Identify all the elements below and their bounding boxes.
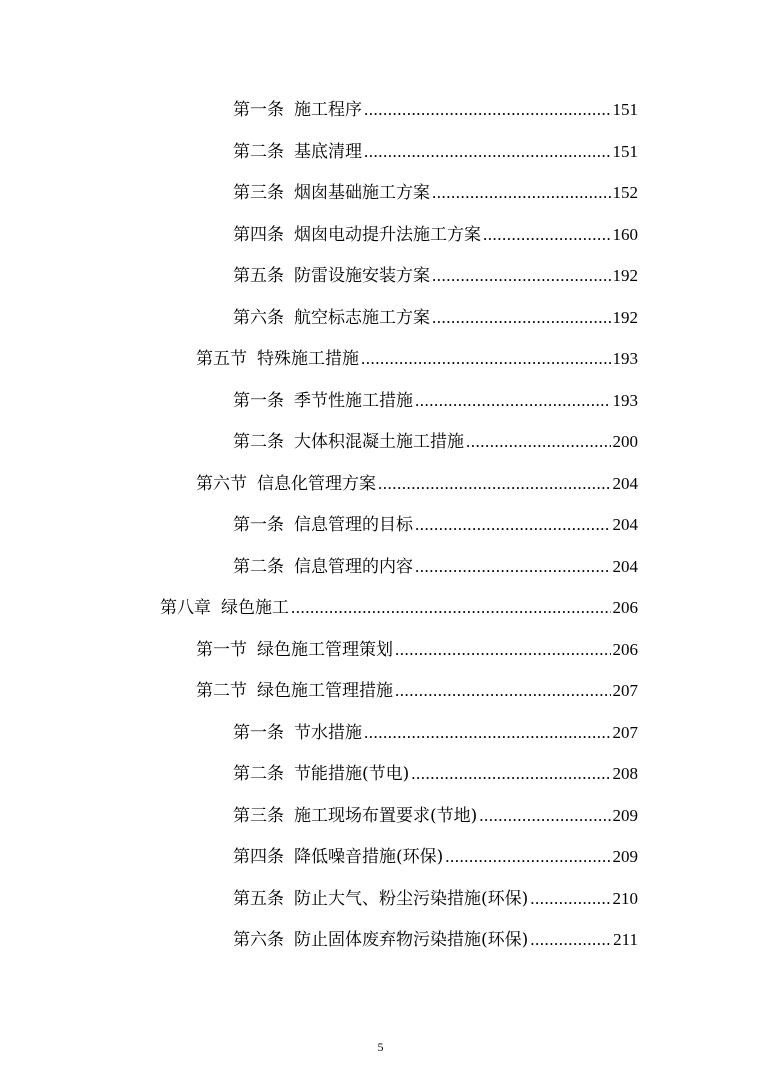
- toc-entry-number: 第一条: [233, 722, 284, 743]
- toc-entry-number: 第四条: [233, 847, 284, 867]
- toc-entry[interactable]: [0, 795, 761, 837]
- toc-entry-number: 第二条: [233, 764, 284, 784]
- toc-entry-title: 降低噪音措施(环保): [294, 847, 444, 867]
- toc-entry-page: 209: [612, 805, 638, 825]
- toc-dot-leader: [530, 919, 611, 961]
- toc-entry[interactable]: [0, 878, 761, 920]
- toc-entry-number: 第三条: [233, 805, 284, 826]
- toc-dot-leader: [479, 795, 610, 837]
- toc-entry-number: 第六节: [196, 473, 247, 494]
- toc-entry-title: 烟囱电动提升法施工方案: [294, 224, 481, 245]
- toc-dot-leader: [432, 172, 611, 214]
- toc-dot-leader: [466, 421, 611, 463]
- toc-entry[interactable]: [0, 629, 761, 671]
- toc-entry-page: 210: [612, 888, 638, 908]
- toc-entry-page: 151: [612, 100, 638, 119]
- toc-entry[interactable]: [0, 172, 761, 214]
- toc-entry-page: 207: [612, 681, 638, 700]
- page-number: 5: [377, 1040, 384, 1054]
- toc-entry-page: 207: [612, 722, 638, 742]
- toc-entry[interactable]: [0, 587, 761, 629]
- toc-entry-number: 第一条: [233, 100, 284, 120]
- toc-entry-title: 防止固体废弃物污染措施(环保): [294, 930, 529, 950]
- toc-dot-leader: [432, 255, 611, 297]
- toc-entry-number: 第二节: [196, 681, 247, 701]
- toc-entry-page: 206: [612, 598, 638, 617]
- toc-entry-page: 211: [613, 930, 638, 949]
- toc-entry-title: 绿色施工管理策划: [257, 639, 393, 660]
- toc-entry-title: 绿色施工管理措施: [257, 681, 393, 701]
- toc-entry-number: 第一条: [233, 515, 284, 535]
- toc-entry[interactable]: [0, 297, 761, 339]
- toc-entry[interactable]: [0, 504, 761, 546]
- toc-entry-title: 信息管理的目标: [294, 515, 413, 535]
- toc-entry[interactable]: [0, 338, 761, 380]
- toc-entry[interactable]: [0, 712, 761, 754]
- toc-dot-leader: [483, 214, 611, 256]
- toc-entry-title: 基底清理: [294, 141, 362, 162]
- toc-entry-title: 施工现场布置要求(节地): [294, 805, 478, 826]
- toc-dot-leader: [445, 836, 610, 878]
- toc-entry[interactable]: [0, 836, 761, 878]
- toc-entry[interactable]: [0, 214, 761, 256]
- toc-entry[interactable]: [0, 919, 761, 961]
- toc-dot-leader: [411, 753, 610, 795]
- toc-entry-number: 第二条: [233, 556, 284, 577]
- toc-entry-page: 151: [612, 141, 638, 161]
- toc-entry-number: 第二条: [233, 432, 284, 452]
- toc-entry-title: 节水措施: [294, 722, 362, 743]
- toc-entry-title: 信息化管理方案: [257, 473, 376, 494]
- toc-dot-leader: [415, 380, 611, 422]
- toc-entry-title: 特殊施工措施: [257, 349, 359, 369]
- toc-entry[interactable]: [0, 255, 761, 297]
- toc-entry[interactable]: [0, 670, 761, 712]
- toc-entry-page: 209: [612, 847, 638, 866]
- toc-entry-title: 烟囱基础施工方案: [294, 183, 430, 203]
- toc-entry-page: 200: [612, 432, 638, 451]
- toc-entry[interactable]: [0, 463, 761, 505]
- toc-entry-number: 第一条: [233, 390, 284, 411]
- toc-entry-title: 绿色施工: [221, 598, 289, 618]
- toc-entry-page: 204: [612, 473, 638, 493]
- toc-entry-number: 第一节: [196, 639, 247, 660]
- toc-entry-title: 防止大气、粉尘污染措施(环保): [294, 888, 529, 909]
- toc-dot-leader: [364, 131, 611, 173]
- toc-entry[interactable]: [0, 131, 761, 173]
- toc-entry-number: 第六条: [233, 307, 284, 328]
- toc-dot-leader: [415, 546, 611, 588]
- toc-entry-page: 192: [612, 266, 638, 285]
- toc-entry[interactable]: [0, 753, 761, 795]
- toc-entry[interactable]: [0, 89, 761, 131]
- toc-entry-number: 第五节: [196, 349, 247, 369]
- toc-entry-number: 第五条: [233, 888, 284, 909]
- toc-dot-leader: [530, 878, 610, 920]
- toc-entry-title: 节能措施(节电): [294, 764, 410, 784]
- table-of-contents: [0, 89, 761, 961]
- toc-dot-leader: [291, 587, 611, 629]
- toc-entry[interactable]: [0, 546, 761, 588]
- toc-dot-leader: [395, 670, 611, 712]
- toc-entry-page: 160: [612, 224, 638, 244]
- toc-entry-title: 大体积混凝土施工措施: [294, 432, 464, 452]
- toc-entry-title: 信息管理的内容: [294, 556, 413, 577]
- toc-entry-page: 193: [612, 349, 638, 368]
- toc-dot-leader: [432, 297, 611, 339]
- toc-entry-page: 204: [612, 556, 638, 576]
- toc-entry-title: 季节性施工措施: [294, 390, 413, 411]
- toc-entry-number: 第六条: [233, 930, 284, 950]
- toc-dot-leader: [395, 629, 611, 671]
- toc-entry-page: 204: [612, 515, 638, 534]
- toc-entry-number: 第四条: [233, 224, 284, 245]
- toc-entry[interactable]: [0, 421, 761, 463]
- toc-entry-page: 152: [612, 183, 638, 202]
- toc-dot-leader: [415, 504, 611, 546]
- toc-entry-title: 施工程序: [294, 100, 362, 120]
- toc-entry[interactable]: [0, 380, 761, 422]
- toc-entry-title: 航空标志施工方案: [294, 307, 430, 328]
- toc-entry-number: 第八章: [160, 598, 211, 618]
- toc-dot-leader: [361, 338, 611, 380]
- toc-entry-number: 第五条: [233, 266, 284, 286]
- toc-dot-leader: [364, 712, 611, 754]
- toc-entry-number: 第三条: [233, 183, 284, 203]
- toc-dot-leader: [364, 89, 611, 131]
- toc-entry-page: 192: [612, 307, 638, 327]
- toc-entry-number: 第二条: [233, 141, 284, 162]
- toc-entry-page: 208: [612, 764, 638, 783]
- toc-entry-page: 193: [612, 390, 638, 410]
- toc-entry-page: 206: [612, 639, 638, 659]
- toc-entry-title: 防雷设施安装方案: [294, 266, 430, 286]
- toc-dot-leader: [378, 463, 611, 505]
